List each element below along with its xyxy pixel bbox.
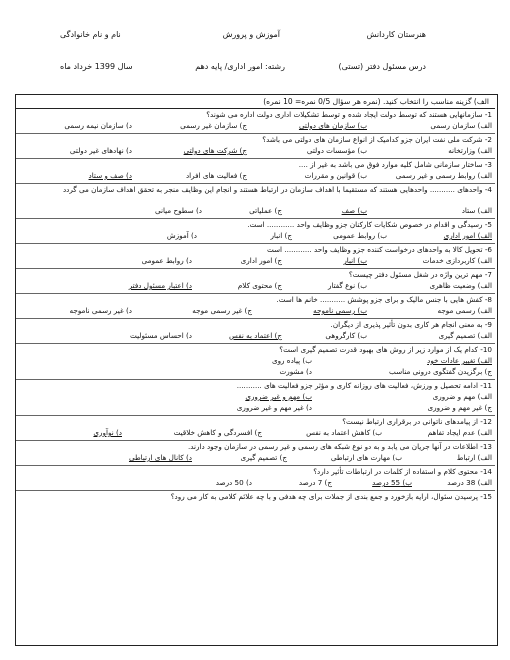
option-4c[interactable]: ج) عملیاتی — [249, 206, 282, 215]
option-3b[interactable]: ب) قوانین و مقررات — [304, 171, 367, 180]
options-10a — [18, 356, 492, 366]
divider — [16, 133, 495, 134]
question-10: 10- کدام یک از موارد زیر از روش های بهبود قدرت تصمیم گیری است؟ — [279, 345, 492, 354]
option-5a[interactable]: الف) امور اداری — [443, 231, 492, 240]
name-label: نام و نام خانوادگی — [60, 30, 121, 39]
option-12b[interactable]: ب) کاهش اعتماد به نفس — [306, 428, 382, 437]
option-2a[interactable]: الف) وزارتخانه — [448, 146, 492, 155]
option-5b[interactable]: ب) روابط عمومی — [333, 231, 387, 240]
option-6d[interactable]: د) روابط عمومی — [141, 256, 192, 265]
divider — [16, 440, 495, 441]
question-11: 11- ادامه تحصیل و ورزش، فعالیت های روزانه کاری و مؤثر جزو فعالیت های ........... — [236, 381, 492, 390]
option-8b[interactable]: ب) رسمی ناموجه — [313, 306, 367, 315]
question-5: 5- رسیدگی و اقدام در خصوص شکایات کارکنان جزو وظایف واحد ............ است. — [247, 220, 492, 229]
options-5 — [18, 231, 492, 241]
course-name: درس مسئول دفتر (تستی) — [338, 62, 426, 71]
options-9 — [18, 331, 492, 341]
options-14 — [18, 478, 492, 488]
divider — [16, 293, 495, 294]
option-2c[interactable]: ج) شرکت های دولتی — [183, 146, 247, 155]
question-9: 9- به معنی انجام هر کاری بدون تأثیر پذیری از دیگران. — [330, 320, 492, 329]
divider — [16, 183, 495, 184]
option-10a[interactable]: الف) تغییر عادات خود — [427, 356, 492, 365]
divider — [16, 465, 495, 466]
question-3: 3- ساختار سازمانی شامل کلیه موارد فوق می باشد به غیر از .... — [298, 160, 492, 169]
options-13 — [18, 453, 492, 463]
option-4d[interactable]: د) سطوح میانی — [154, 206, 202, 215]
question-12: 12- از پیامدهای ناتوانی در برقراری ارتباط نیست؟ — [342, 417, 492, 426]
question-6: 6- تحویل کالا به واحدهای درخواست کننده جزو وظایف واحد ............ است — [266, 245, 492, 254]
option-2b[interactable]: ب) مؤسسات دولتی — [306, 146, 367, 155]
option-1d[interactable]: د) سازمان نیمه رسمی — [64, 121, 132, 130]
option-1b[interactable]: ب) سازمان های دولتی — [298, 121, 367, 130]
options-4 — [18, 206, 492, 216]
question-13: 13- اطلاعات در آنها جریان می یابد و به دو نوع شبکه های رسمی و غیر رسمی در سازمان وجود دارند. — [187, 442, 492, 451]
option-3d[interactable]: د) صف و ستاد — [88, 171, 132, 180]
option-11d[interactable]: د) غیر مهم و غیر ضروری — [236, 403, 312, 412]
section-title: الف) گزینه مناسب را انتخاب کنید. (نمره هر سؤال 0/5 نمره= 10 نمره) — [263, 97, 489, 106]
options-11b — [18, 403, 492, 413]
divider — [16, 243, 495, 244]
option-6a[interactable]: الف) کاربردازی خدمات — [422, 256, 492, 265]
option-12d[interactable]: د) نوآوری — [93, 428, 122, 437]
option-8d[interactable]: د) غیر رسمی ناموجه — [69, 306, 132, 315]
option-5c[interactable]: ج) انبار — [270, 231, 292, 240]
option-14c[interactable]: ج) 7 درصد — [298, 478, 332, 487]
divider — [16, 158, 495, 159]
school-name: هنرستان کاردانش — [366, 30, 426, 39]
ministry-name: آموزش و پرورش — [222, 30, 280, 39]
options-11a — [18, 392, 492, 402]
divider — [16, 268, 495, 269]
option-11a[interactable]: الف) مهم و ضروری — [432, 392, 492, 401]
option-6b[interactable]: ب) انبار — [343, 256, 367, 265]
question-7: 7- مهم ترین واژه در شغل مسئول دفتر چیست؟ — [348, 270, 492, 279]
option-8c[interactable]: ج) غیر رسمی موجه — [192, 306, 252, 315]
question-15: 15- پرسیدن سئوال، ارایه بازخورد و جمع بندی از جملات برای چه هدفی و با چه علائم کلامی به کار می رود؟ — [170, 492, 492, 501]
option-2d[interactable]: د) نهادهای غیر دولتی — [69, 146, 132, 155]
divider — [16, 318, 495, 319]
option-9b[interactable]: ب) کارگروهی — [325, 331, 367, 340]
option-7b[interactable]: ب) نوع گفتار — [327, 281, 367, 290]
divider — [16, 343, 495, 344]
divider — [16, 415, 495, 416]
field-grade: رشته: امور اداری/ پایه دهم — [195, 62, 285, 71]
option-9d[interactable]: د) احساس مسئولیت — [130, 331, 192, 340]
question-1: 1- سازمانهایی هستند که توسط دولت ایجاد شده و توسط تشکیلات اداری دولت اداره می شوند؟ — [206, 110, 492, 119]
option-13b[interactable]: ب) مهارت های ارتباطی — [330, 453, 402, 462]
option-4b[interactable]: ب) صف — [341, 206, 367, 215]
option-3c[interactable]: ج) فعالیت های افراد — [185, 171, 247, 180]
option-10c[interactable]: ج) برگزیدن گفتگوی درونی مناسب — [389, 367, 492, 376]
option-1c[interactable]: ج) سازمان غیر رسمی — [180, 121, 247, 130]
exam-header — [0, 22, 510, 92]
option-14b[interactable]: ب) 55 درصد — [372, 478, 412, 487]
question-2: 2- شرکت ملی نفت ایران جزو کدامیک از انواع سازمان های دولتی می باشد؟ — [262, 135, 492, 144]
option-7d[interactable]: د) اعتبار مسئول دفتر — [128, 281, 192, 290]
option-14a[interactable]: الف) 38 درصد — [447, 478, 492, 487]
option-9a[interactable]: الف) تصمیم گیری — [438, 331, 492, 340]
option-8a[interactable]: الف) رسمی موجه — [437, 306, 492, 315]
options-10b — [18, 367, 492, 377]
option-13a[interactable]: الف) ارتباط — [456, 453, 492, 462]
question-14: 14- محتوی کلام و استفاده از کلمات در ارتباطات تأثیر دارد؟ — [313, 467, 492, 476]
option-14d[interactable]: د) 50 درصد — [215, 478, 252, 487]
option-11b[interactable]: ب) مهم و غیر ضروری — [245, 392, 312, 401]
option-12a[interactable]: الف) عدم ایجاد تفاهم — [427, 428, 492, 437]
option-9c[interactable]: ج) اعتماد به نفس — [229, 331, 282, 340]
option-3a[interactable]: الف) روابط رسمی و غیر رسمی — [395, 171, 492, 180]
section-title-bar — [16, 96, 495, 109]
option-13d[interactable]: د) کانال های ارتباطی — [128, 453, 192, 462]
divider — [16, 379, 495, 380]
options-3 — [18, 171, 492, 181]
exam-date: سال 1399 خرداد ماه — [60, 62, 133, 71]
question-4: 4- واحدهای ........... واحدهایی هستند که مستقیما با اهداف سازمان در ارتباط هستند و انجام این وظایف منجر به تحقق اهداف سازمان می گردد — [62, 185, 492, 194]
question-8: 8- کفش هایی با جنس مالیک و برای جزو پوشش ........... خانم ها است. — [276, 295, 492, 304]
options-2 — [18, 146, 492, 156]
options-6 — [18, 256, 492, 266]
divider — [16, 218, 495, 219]
options-7 — [18, 281, 492, 291]
option-5d[interactable]: د) آموزش — [166, 231, 197, 240]
options-8 — [18, 306, 492, 316]
option-11c[interactable]: ج) غیر مهم و ضروری — [427, 403, 492, 412]
options-1 — [18, 121, 492, 131]
option-4a[interactable]: الف) ستاد — [461, 206, 492, 215]
option-10d[interactable]: د) مشورت — [279, 367, 312, 376]
option-6c[interactable]: ج) امور اداری — [240, 256, 282, 265]
option-1a[interactable]: الف) سازمان رسمی — [430, 121, 492, 130]
option-7a[interactable]: الف) وضعیت ظاهری — [429, 281, 492, 290]
divider — [16, 490, 495, 491]
options-12 — [18, 428, 492, 438]
option-10b[interactable]: ب) پیاده روی — [271, 356, 312, 365]
option-12c[interactable]: ج) افسردگی و کاهش خلاقیت — [173, 428, 262, 437]
option-13c[interactable]: ج) تصمیم گیری — [240, 453, 287, 462]
option-7c[interactable]: ج) محتوی کلام — [237, 281, 282, 290]
